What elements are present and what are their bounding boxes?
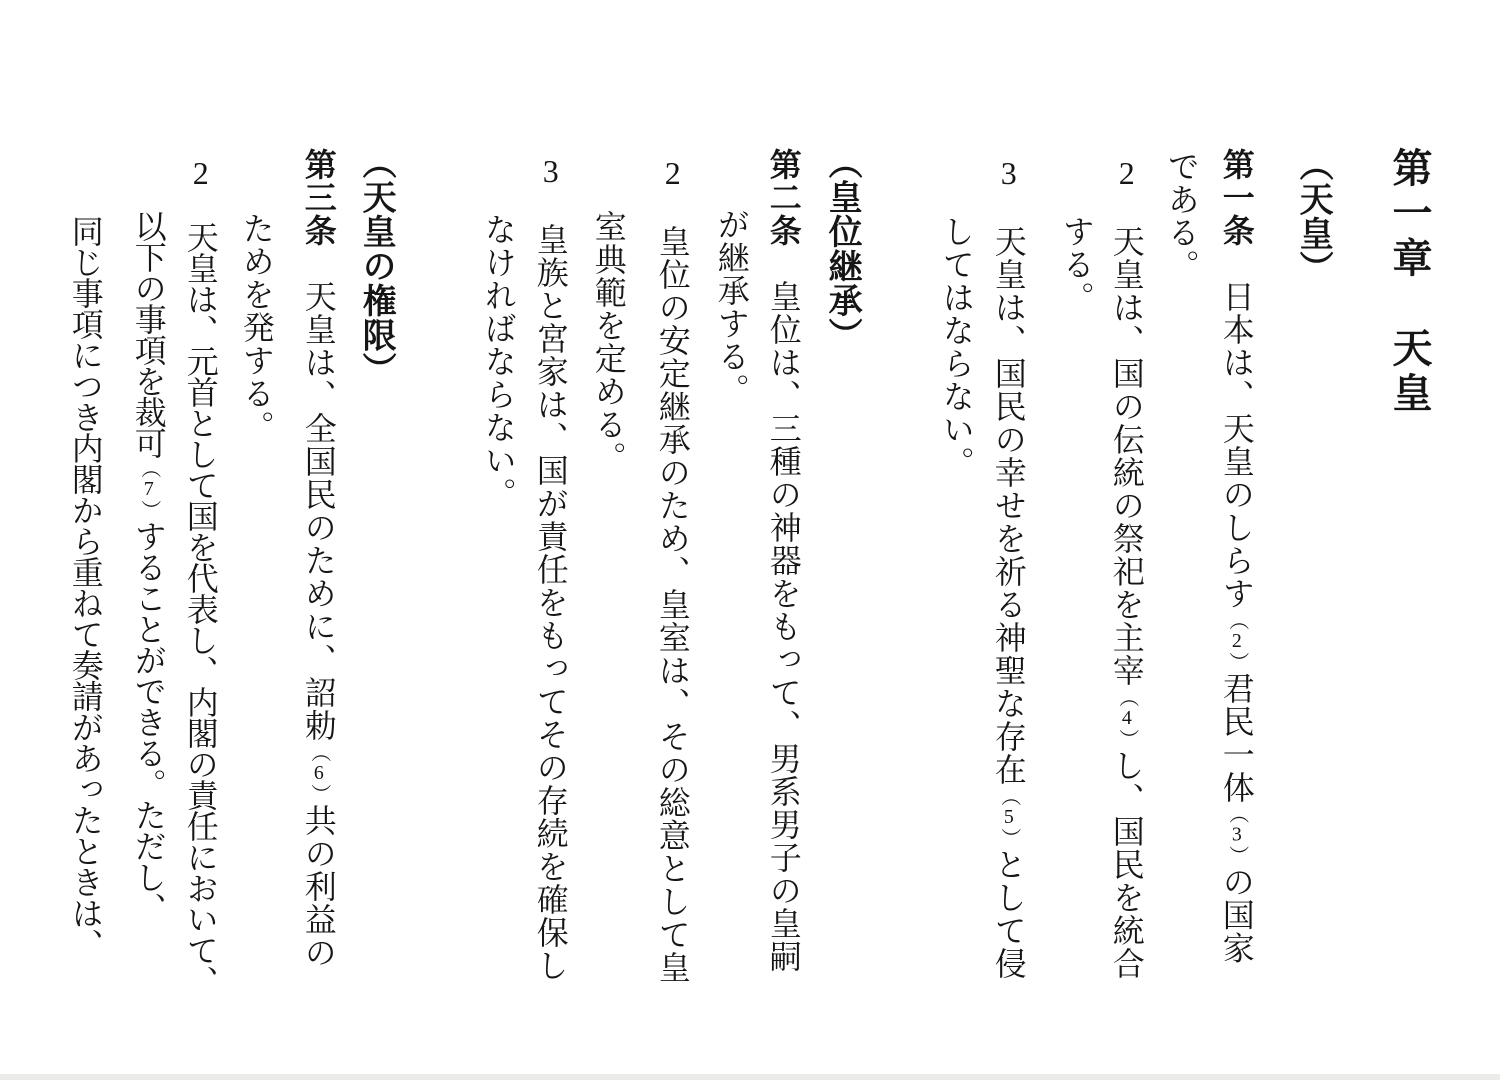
- footnote-ref-6-close: ）: [307, 783, 330, 804]
- footnote-ref-3-close: ）: [1225, 845, 1248, 866]
- section-heading-tenno-kengen: [356, 145, 395, 387]
- footnote-ref-6-open: （: [307, 742, 330, 762]
- footnote-ref-2: [1226, 610, 1248, 672]
- article-3-para-2-text: 天皇は、元首として国を代表し、内閣の責任において、: [182, 190, 219, 996]
- section-heading-tenno: [1293, 147, 1332, 285]
- footnote-ref-7-num: 7: [137, 477, 160, 500]
- article-1-para-3-line-2-text: してはならない。: [938, 215, 975, 479]
- article-2-para-2-text: 皇位の安定継承のため、皇室は、その総意として皇: [654, 192, 691, 984]
- article-1-para-3-text-a: 天皇は、国民の幸せを祈る神聖な存在: [990, 192, 1027, 786]
- article-1-line-2-text: である。: [1163, 150, 1200, 282]
- article-2-text: 皇位は、三種の神器をもって、男系男子の皇嗣: [765, 247, 802, 973]
- article-3-para-2-line-1: [182, 155, 219, 996]
- article-2-para-3-text: 皇族と宮家は、国が責任をもってその存続を確保し: [532, 190, 569, 982]
- article-2-para-3-line-1: [532, 153, 569, 982]
- article-2-number: 第二条: [765, 148, 802, 247]
- article-3-line-1: [300, 148, 337, 969]
- article-1-para-3-line-1: [990, 155, 1027, 980]
- article-1-para-2-number: 2: [1108, 155, 1145, 192]
- footnote-ref-5-close: ）: [997, 827, 1020, 848]
- footnote-ref-3-open: （: [1225, 803, 1248, 824]
- article-2-para-2-line-2-text: 室典範を定める。: [590, 210, 627, 474]
- footnote-ref-2-open: （: [1225, 610, 1248, 630]
- footnote-ref-7: [138, 458, 160, 520]
- article-3-text-b: 共の利益の: [300, 803, 337, 969]
- article-2-para-3-number: 3: [532, 153, 569, 190]
- article-1-para-2-line-2: [1058, 215, 1095, 314]
- article-3-para-2-line-2-text-a: 以下の事項を裁可: [130, 210, 167, 458]
- footnote-ref-5-num: 5: [997, 805, 1020, 828]
- article-3-para-2-number: 2: [182, 155, 219, 190]
- footnote-ref-2-num: 2: [1225, 629, 1248, 652]
- footnote-ref-6: [308, 742, 330, 804]
- article-1-text-c: の国家: [1218, 865, 1255, 965]
- article-1-line-1: [1218, 148, 1255, 964]
- article-2-para-2-line-1: [654, 155, 691, 984]
- article-1-para-3-number: 3: [990, 155, 1027, 192]
- footnote-ref-4-num: 4: [1115, 706, 1138, 729]
- footnote-ref-3: [1226, 804, 1248, 866]
- article-2-para-3-line-2-text: なければならない。: [480, 213, 517, 510]
- article-1-para-2-text-b: し、国民を統合: [1108, 748, 1145, 980]
- article-2-para-2-line-2: [590, 210, 627, 474]
- article-1-text-b: 君民一体: [1218, 671, 1255, 804]
- article-2-line-2-text: が継承する。: [713, 208, 750, 406]
- footnote-ref-5-open: （: [997, 786, 1020, 806]
- section-heading-koi-keisho: [822, 145, 861, 352]
- article-1-line-2: [1163, 150, 1200, 282]
- footnote-ref-5: [998, 786, 1020, 848]
- article-1-text-a: 日本は、天皇のしらす: [1218, 247, 1255, 610]
- article-3-para-2-line-2-text-b: することができる。ただし、: [130, 519, 167, 923]
- section-heading-tenno-text: （天皇）: [1294, 147, 1332, 285]
- article-2-line-1: [765, 148, 802, 973]
- footnote-ref-3-num: 3: [1225, 823, 1248, 846]
- article-1-number: 第一条: [1218, 148, 1255, 247]
- article-3-para-2-line-3: [67, 215, 104, 959]
- section-heading-tenno-kengen-text: （天皇の権限）: [357, 145, 395, 387]
- page-bottom-edge: [0, 1074, 1500, 1080]
- article-3-para-2-line-2: [130, 210, 167, 923]
- article-2-para-3-line-2: [480, 213, 517, 510]
- footnote-ref-4-close: ）: [1115, 728, 1138, 749]
- section-heading-koi-keisho-text: （皇位継承）: [823, 145, 861, 352]
- footnote-ref-7-close: ）: [137, 499, 160, 520]
- footnote-ref-4-open: （: [1115, 687, 1138, 707]
- footnote-ref-4: [1116, 687, 1138, 749]
- article-2-line-2: [713, 208, 750, 406]
- article-1-para-2-text-a: 天皇は、国の伝統の祭祀を主宰: [1108, 192, 1145, 687]
- article-3-text-a: 天皇は、全国民のために、詔勅: [300, 247, 337, 742]
- article-2-para-2-number: 2: [654, 155, 691, 192]
- chapter-title: [1386, 147, 1432, 417]
- article-3-number: 第三条: [300, 148, 337, 247]
- article-1-para-2-line-2-text: する。: [1058, 215, 1095, 314]
- article-3-para-2-line-3-text: 同じ事項につき内閣から重ねて奏請があったときは、: [67, 215, 104, 959]
- footnote-ref-7-open: （: [137, 458, 160, 478]
- footnote-ref-2-close: ）: [1225, 651, 1248, 672]
- article-1-para-3-line-2: [938, 215, 975, 479]
- article-3-line-2: [238, 212, 275, 443]
- chapter-title-text: 第一章 天皇: [1387, 147, 1432, 417]
- article-3-line-2-text: ためを発する。: [238, 212, 275, 443]
- article-1-para-3-text-b: として侵: [990, 847, 1027, 980]
- article-1-para-2-line-1: [1108, 155, 1145, 980]
- footnote-ref-6-num: 6: [307, 761, 330, 784]
